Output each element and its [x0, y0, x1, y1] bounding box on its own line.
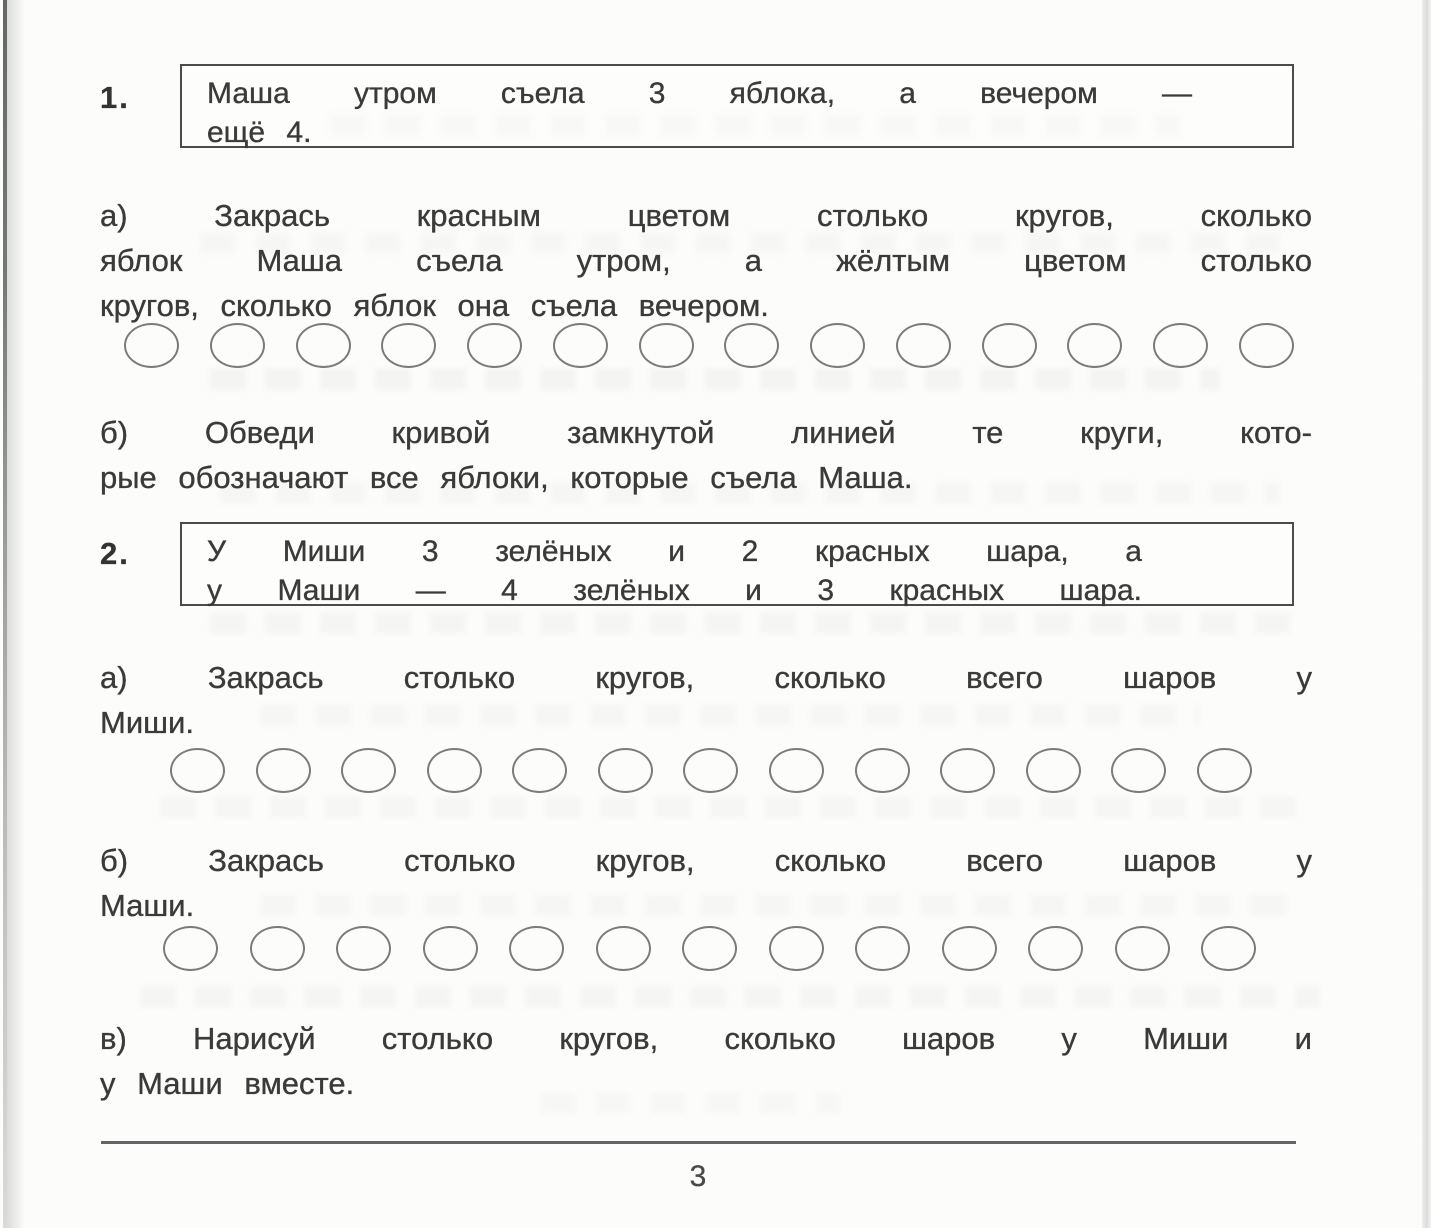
task-1-part-b-text	[100, 410, 1312, 500]
print-bleedthrough-artifact	[140, 986, 1320, 1008]
empty-circle	[1026, 748, 1081, 793]
empty-circle	[553, 323, 608, 368]
scan-right-edge-shadow	[1422, 0, 1431, 1228]
empty-circle	[1201, 926, 1256, 971]
empty-circle	[1028, 926, 1083, 971]
empty-circle	[1197, 748, 1252, 793]
empty-circle	[1115, 926, 1170, 971]
empty-circle	[1067, 323, 1122, 368]
print-bleedthrough-artifact	[210, 612, 1290, 634]
text-line: б) Закрась столько кругов, сколько всего шаров у	[100, 843, 1312, 878]
empty-circle	[163, 926, 218, 971]
empty-circle	[336, 926, 391, 971]
task-2-part-a-text	[100, 655, 1312, 745]
task-1-part-a-text	[100, 193, 1312, 328]
text-line: кругов, сколько яблок она съела вечером.	[100, 288, 769, 323]
scan-left-edge-halo	[7, 0, 25, 1228]
empty-circle	[982, 323, 1037, 368]
empty-circle	[381, 323, 436, 368]
page-number: 3	[689, 1160, 707, 1193]
text-line: б) Обведи кривой замкнутой линией те круги, кото-	[100, 415, 1312, 450]
task-2b-circle-row	[163, 925, 1256, 971]
text-line: Миши.	[100, 705, 194, 740]
empty-circle	[427, 748, 482, 793]
task-1-number: 1.	[100, 80, 130, 115]
empty-circle	[940, 748, 995, 793]
task-1-circle-row	[124, 322, 1294, 368]
print-bleedthrough-artifact	[210, 368, 1220, 390]
text-line: яблок Маша съела утром, а жёлтым цветом столько	[100, 243, 1312, 278]
empty-circle	[250, 926, 305, 971]
empty-circle	[1239, 323, 1294, 368]
text-line: в) Нарисуй столько кругов, сколько шаров у Миши и	[100, 1021, 1312, 1056]
empty-circle	[509, 926, 564, 971]
empty-circle	[423, 926, 478, 971]
text-line: а) Закрась красным цветом столько кругов, сколько	[100, 198, 1312, 233]
empty-circle	[942, 926, 997, 971]
task-2-number: 2.	[100, 536, 130, 571]
footer-rule	[101, 1141, 1296, 1144]
empty-circle	[598, 748, 653, 793]
empty-circle	[683, 748, 738, 793]
empty-circle	[724, 323, 779, 368]
task-2-statement-line-1: У Миши 3 зелёных и 2 красных шара, а	[207, 535, 1142, 568]
task-1-statement-line-2: ещё 4.	[207, 116, 312, 149]
empty-circle	[341, 748, 396, 793]
task-1-statement-line-1: Маша утром съела 3 яблока, а вечером —	[207, 77, 1192, 110]
task-2-part-v-text	[100, 1016, 1312, 1106]
empty-circle	[512, 748, 567, 793]
empty-circle	[124, 323, 179, 368]
empty-circle	[896, 323, 951, 368]
empty-circle	[682, 926, 737, 971]
text-line: а) Закрась столько кругов, сколько всего шаров у	[100, 660, 1312, 695]
empty-circle	[1153, 323, 1208, 368]
text-line: Маши.	[100, 888, 195, 923]
empty-circle	[596, 926, 651, 971]
empty-circle	[639, 323, 694, 368]
task-2a-circle-row	[170, 747, 1252, 793]
task-2-statement-box	[180, 522, 1294, 606]
empty-circle	[210, 323, 265, 368]
empty-circle	[769, 926, 824, 971]
empty-circle	[467, 323, 522, 368]
task-1-statement-box	[180, 64, 1294, 148]
empty-circle	[170, 748, 225, 793]
empty-circle	[855, 748, 910, 793]
empty-circle	[810, 323, 865, 368]
text-line: рые обозначают все яблоки, которые съела Маша.	[100, 460, 913, 495]
empty-circle	[769, 748, 824, 793]
empty-circle	[256, 748, 311, 793]
task-2-part-b-text	[100, 838, 1312, 928]
empty-circle	[855, 926, 910, 971]
empty-circle	[296, 323, 351, 368]
print-bleedthrough-artifact	[160, 796, 1310, 818]
task-2-statement-line-2: у Маши — 4 зелёных и 3 красных шара.	[207, 574, 1142, 607]
empty-circle	[1111, 748, 1166, 793]
text-line: у Маши вместе.	[100, 1066, 355, 1101]
